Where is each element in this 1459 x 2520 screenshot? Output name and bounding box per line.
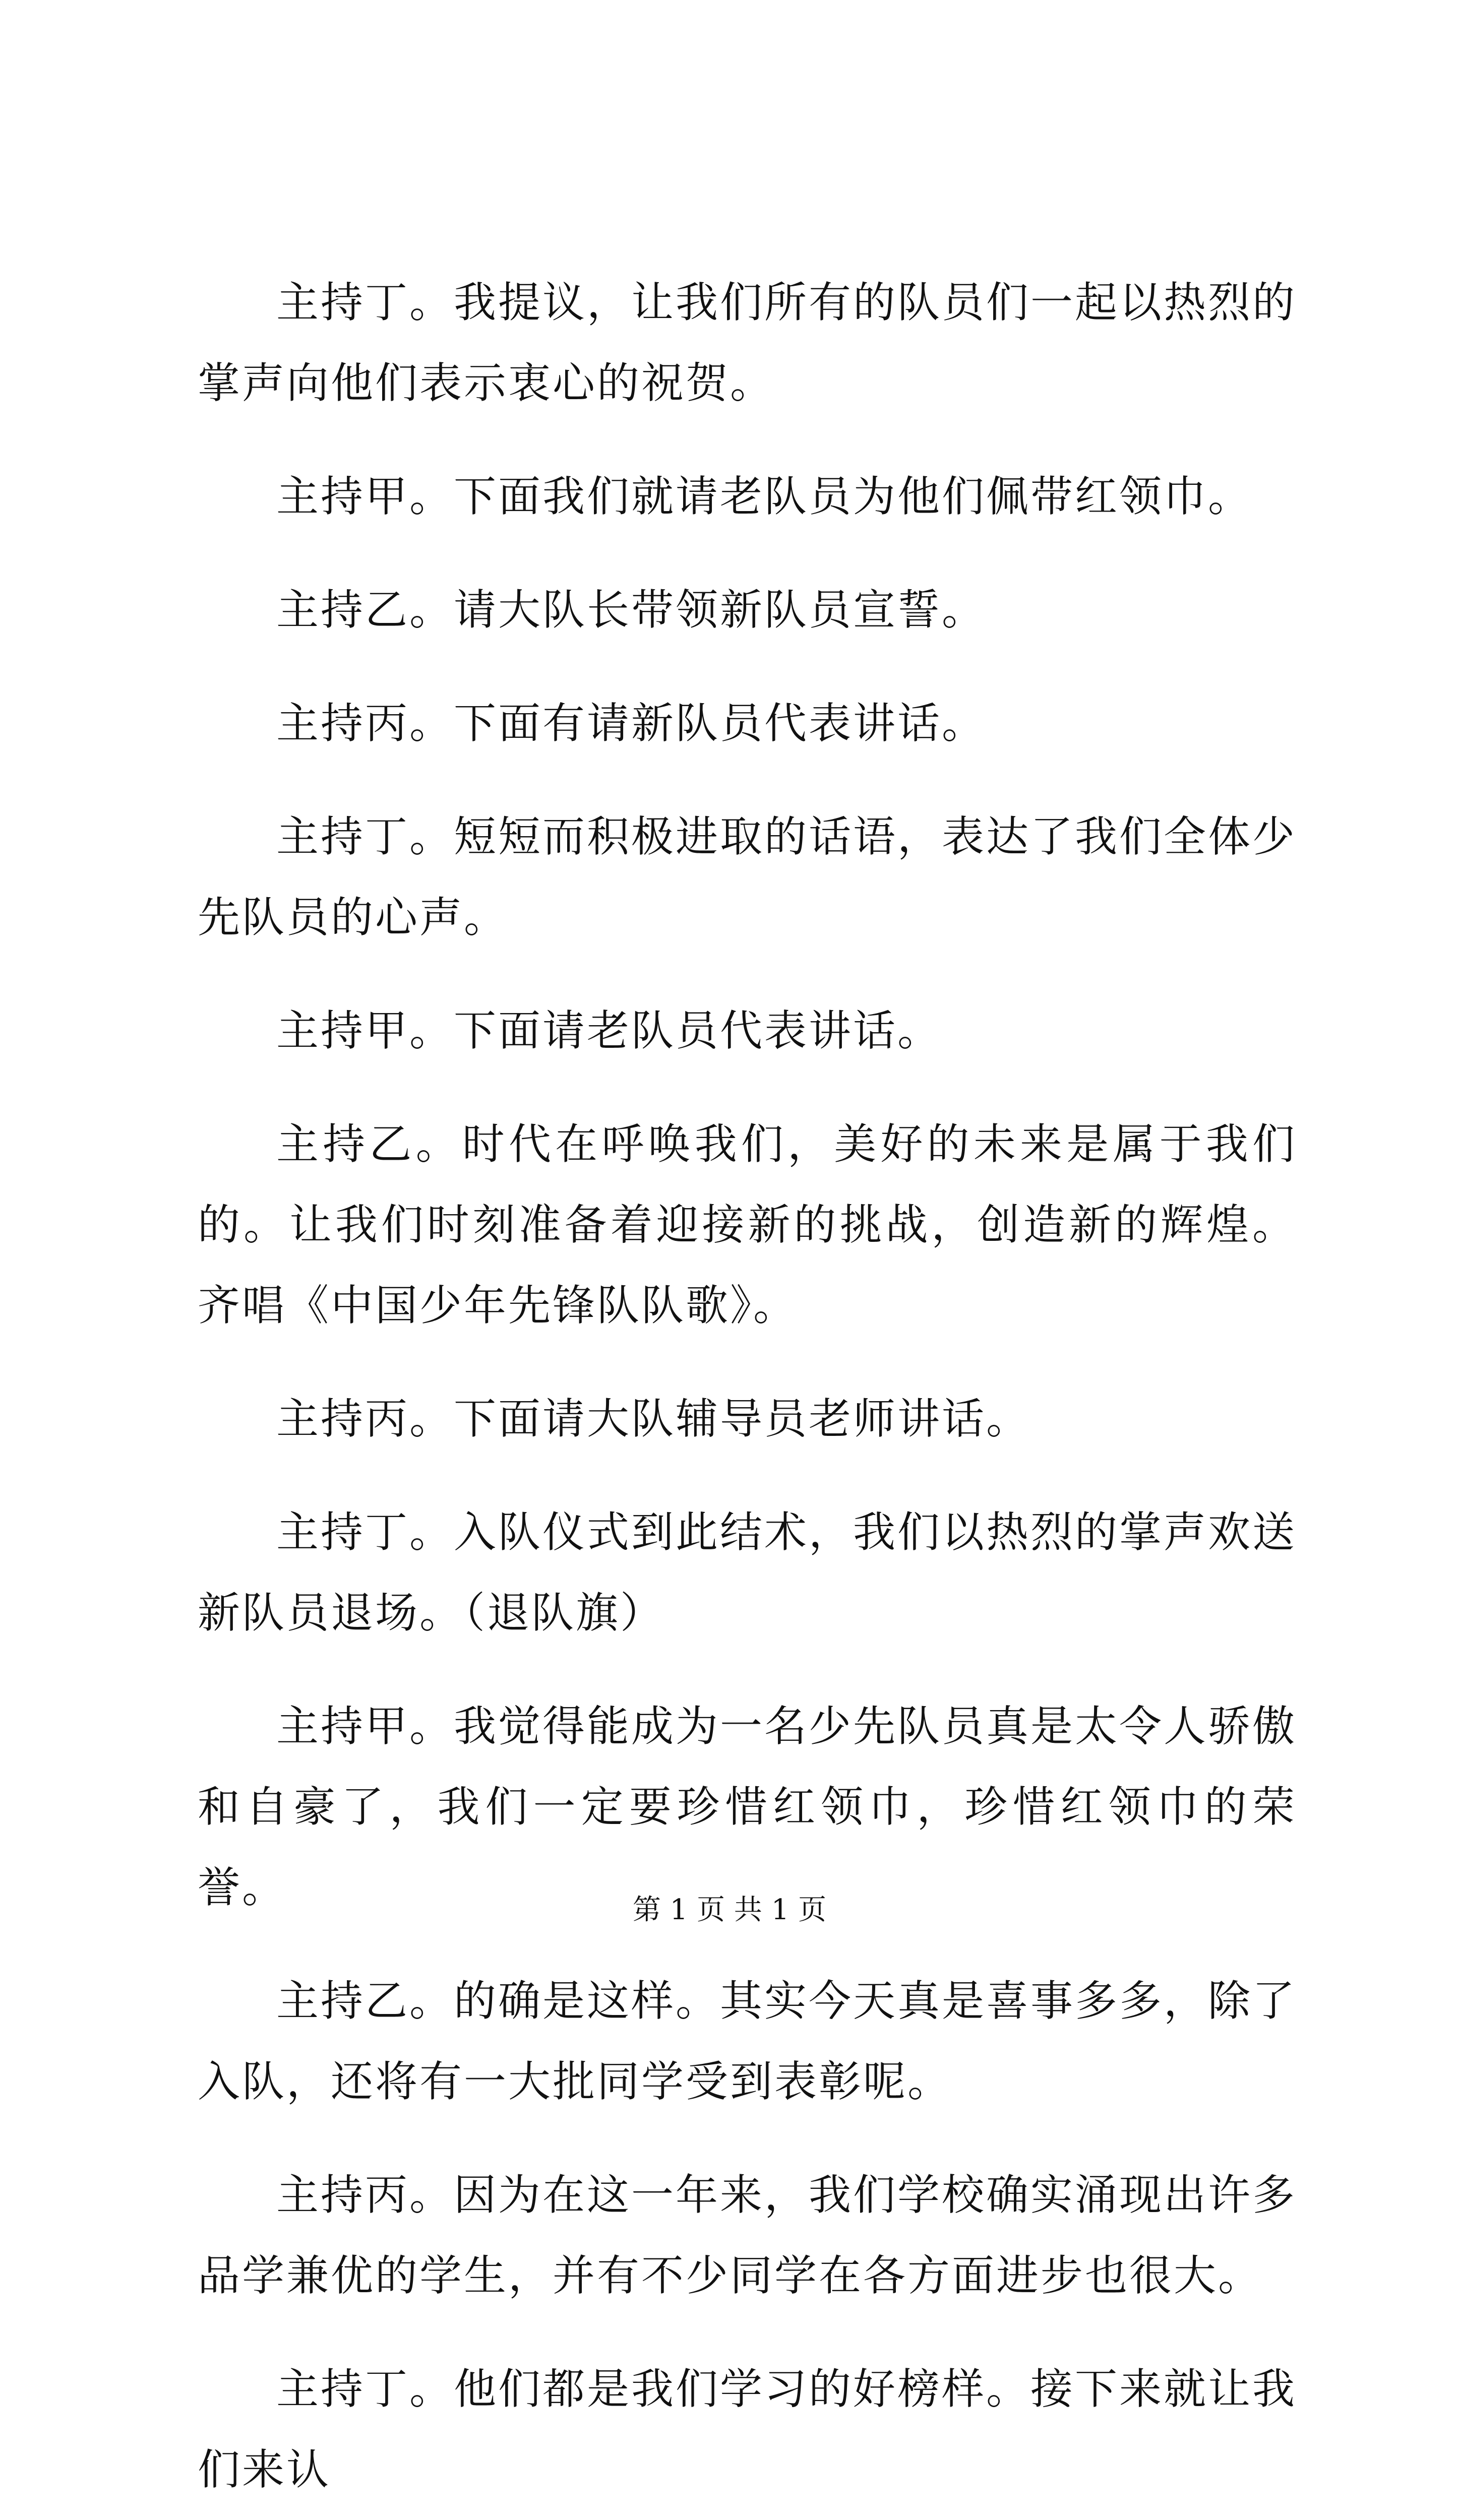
paragraph-6: 主持甲。下面请老队员代表讲话。	[276, 1006, 942, 1055]
paragraph-3: 主持乙。请大队长带领新队员宣誓。	[276, 585, 987, 635]
paragraph-7: 主持乙。时代在呼唤我们，美好的未来是属于我们的。让我们时刻准备着迎接新的挑战，创造新的辉煌。齐唱《中国少年先锋队队歌》。	[198, 1119, 1297, 1330]
paragraph-4: 主持丙。下面有请新队员代表讲话。	[276, 699, 987, 748]
paragraph-11: 主持乙。的确是这样。其实今天真是喜事多多，除了入队，还将有一大批同学受到表彰呢。	[198, 1976, 1297, 2106]
paragraph-2: 主持甲。下面我们就请老队员为他们佩带红领巾。	[276, 472, 1253, 521]
page-footer: 第 1 页 共 1 页	[632, 1894, 827, 1926]
paragraph-5: 主持丁。短短而积极进取的话语，表达了我们全体少先队员的心声。	[198, 812, 1297, 942]
paragraph-1: 主持丁。我提议，让我们所有的队员们一起以热烈的掌声向他们表示衷心的祝贺。	[198, 278, 1297, 408]
paragraph-8: 主持丙。下面请大队辅导员老师讲话。	[276, 1394, 1031, 1443]
paragraph-12: 主持丙。因为在这一年来，我们学校确实涌现出许多品学兼优的学生，并有不少同学在各方面进步也很大。	[198, 2170, 1297, 2300]
paragraph-9: 主持丁。入队仪式到此结术，我们以热烈的掌声欢送新队员退场。（退队旗）	[198, 1507, 1297, 1637]
paragraph-13: 主持丁。他们都是我们学习的好榜样。接下来就让我们来认	[198, 2364, 1297, 2494]
paragraph-10: 主持甲。我觉得能成为一名少先队员真是太令人骄傲和自豪了，我们一定要珍惜红领巾，珍惜红领巾的荣誉。	[198, 1702, 1297, 1912]
document-body	[198, 262, 1297, 2520]
